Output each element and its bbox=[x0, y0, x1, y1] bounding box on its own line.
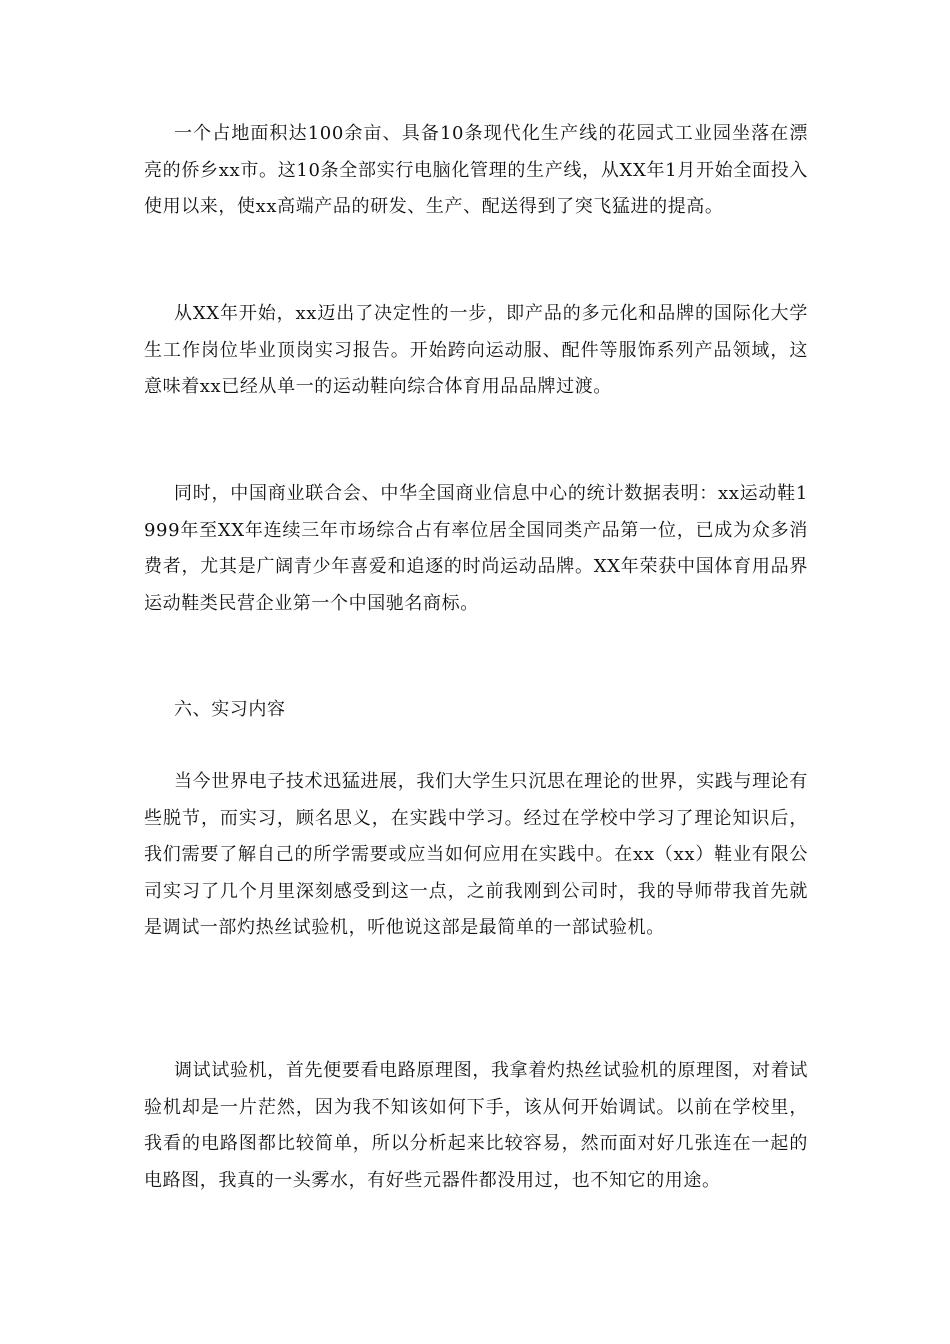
paragraph-debugging-tester: 调试试验机，首先便要看电路原理图，我拿着灼热丝试验机的原理图，对着试验机却是一片茫然，因为我不知该如何下手，该从何开始调试。以前在学校里，我看的电路图都比较简单，所以分析起来比较容易，然而面对好几张连在一起的电路图，我真的一头雾水，有好些元器件都没用过，也不知它的用途。 bbox=[144, 1060, 808, 1191]
paragraph-brand-diversification: 从XX年开始，xx迈出了决定性的一步，即产品的多元化和品牌的国际化大学生工作岗位毕业顶岗实习报告。开始跨向运动服、配件等服饰系列产品领域，这意味着xx已经从单一的运动鞋向综合体育用品品牌过渡。 bbox=[144, 303, 808, 397]
paragraph-industrial-park: 一个占地面积达100余亩、具备10条现代化生产线的花园式工业园坐落在漂亮的侨乡xx市。这10条全部实行电脑化管理的生产线，从XX年1月开始全面投入使用以来，使xx高端产品的研发、生产、配送得到了突飞猛进的提高。 bbox=[144, 123, 808, 217]
section-heading-internship-content: 六、实习内容 bbox=[174, 699, 286, 720]
paragraph-internship-intro: 当今世界电子技术迅猛进展，我们大学生只沉思在理论的世界，实践与理论有些脱节，而实习，顾名思义，在实践中学习。经过在学校中学习了理论知识后，我们需要了解自己的所学需要或应当如何应用在实践中。在xx（xx）鞋业有限公司实习了几个月里深刻感受到这一点，之前我刚到公司时，我的导师带我首先就是调试一部灼热丝试验机，听他说这部是最简单的一部试验机。 bbox=[144, 771, 808, 938]
paragraph-market-statistics: 同时，中国商业联合会、中华全国商业信息中心的统计数据表明：xx运动鞋1999年至XX年连续三年市场综合占有率位居全国同类产品第一位，已成为众多消费者，尤其是广阔青少年喜爱和追逐的时尚运动品牌。XX年荣获中国体育用品界运动鞋类民营企业第一个中国驰名商标。 bbox=[144, 483, 808, 614]
